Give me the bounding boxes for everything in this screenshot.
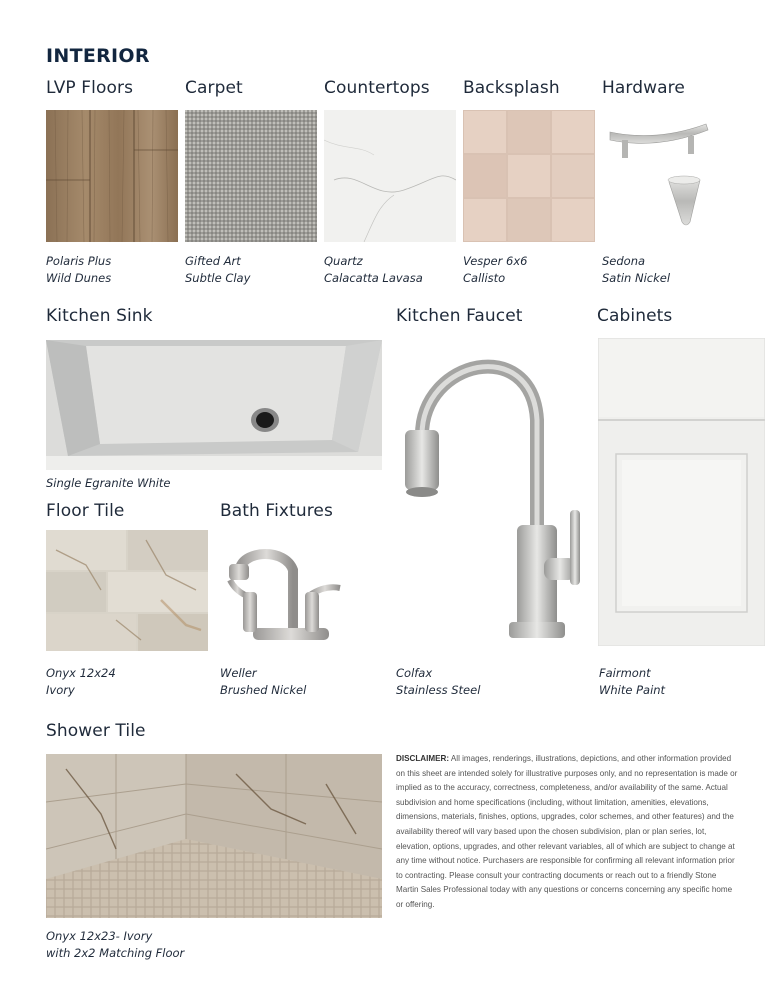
shower-tile-floor: with 2x2 Matching Floor xyxy=(46,946,185,960)
countertops-caption xyxy=(324,253,423,287)
floor-tile-color: Ivory xyxy=(46,683,75,697)
lvp-floors-caption xyxy=(46,253,111,287)
disclaimer xyxy=(396,752,741,913)
kitchen-faucet-title: Kitchen Faucet xyxy=(396,306,523,326)
hardware-caption xyxy=(602,253,670,287)
floor-tile-title: Floor Tile xyxy=(46,501,125,521)
lvp-floors-color: Wild Dunes xyxy=(46,271,112,285)
kitchen-faucet-name: Colfax xyxy=(396,666,433,680)
backsplash-swatch xyxy=(463,110,595,242)
lvp-floors-name: Polaris Plus xyxy=(46,254,112,268)
hardware-swatch xyxy=(602,110,734,242)
backsplash-caption xyxy=(463,253,527,287)
hardware-name: Sedona xyxy=(602,254,646,268)
backsplash-name: Vesper 6x6 xyxy=(463,254,528,268)
cabinets-title: Cabinets xyxy=(597,306,673,326)
kitchen-sink-title: Kitchen Sink xyxy=(46,306,153,326)
hardware-title: Hardware xyxy=(602,78,685,98)
cabinets-finish: White Paint xyxy=(599,683,666,697)
shower-tile-image xyxy=(46,754,382,918)
carpet-swatch xyxy=(185,110,317,242)
countertops-title: Countertops xyxy=(324,78,430,98)
backsplash-color: Callisto xyxy=(463,271,506,285)
kitchen-sink-image xyxy=(46,340,382,470)
carpet-color: Subtle Clay xyxy=(185,271,251,285)
cabinets-image xyxy=(598,338,765,646)
countertops-name: Quartz xyxy=(324,254,363,268)
carpet-title: Carpet xyxy=(185,78,243,98)
cabinets-name: Fairmont xyxy=(599,666,651,680)
lvp-floors-swatch xyxy=(46,110,178,242)
carpet-caption xyxy=(185,253,250,287)
hardware-color: Satin Nickel xyxy=(602,271,671,285)
countertops-swatch xyxy=(324,110,456,242)
bath-fixtures-name: Weller xyxy=(220,666,257,680)
shower-tile-caption xyxy=(46,928,184,962)
floor-tile-caption xyxy=(46,665,116,699)
bath-fixtures-finish: Brushed Nickel xyxy=(220,683,307,697)
bath-fixtures-title: Bath Fixtures xyxy=(220,501,333,521)
disclaimer-label: DISCLAIMER: xyxy=(396,754,450,763)
shower-tile-name: Onyx 12x23- Ivory xyxy=(46,929,153,943)
carpet-name: Gifted Art xyxy=(185,254,241,268)
cabinets-caption xyxy=(599,665,665,699)
backsplash-title: Backsplash xyxy=(463,78,560,98)
lvp-floors-title: LVP Floors xyxy=(46,78,134,98)
kitchen-sink-caption xyxy=(46,475,171,492)
bath-fixtures-caption xyxy=(220,665,306,699)
floor-tile-swatch xyxy=(46,530,208,651)
countertops-color: Calacatta Lavasa xyxy=(324,271,423,285)
page-title: INTERIOR xyxy=(46,45,150,67)
kitchen-faucet-finish: Stainless Steel xyxy=(396,683,481,697)
floor-tile-name: Onyx 12x24 xyxy=(46,666,116,680)
kitchen-faucet-caption xyxy=(396,665,480,699)
shower-tile-title: Shower Tile xyxy=(46,721,146,741)
kitchen-sink-name: Single Egranite White xyxy=(46,476,171,490)
kitchen-faucet-image xyxy=(392,340,592,645)
disclaimer-text: All images, renderings, illustrations, depictions, and other information provided on this sheet are intended solely for illustrative purposes only, and no representation is made or implied as to the accuracy, correctness, completeness, and/or availability of the same. Actual subdivision and home specifications (including, without limitation, amenities, elevations, dimensions, materials, finishes, options, upgrades, color schemes, and other features) and the availability thereof will vary based upon the chosen subdivision, plan or plan series, lot, elevation, options, upgrades, and other relevant variables, all of which are subject to change at any time without notice. Purchasers are responsible for confirming all relevant information prior to contracting. Please consult your contracting documents or reach out to a friendly Stone Martin Sales Professional today with any questions or concerns concerning any specific home or offering. xyxy=(396,754,738,909)
bath-fixtures-image xyxy=(225,540,345,645)
